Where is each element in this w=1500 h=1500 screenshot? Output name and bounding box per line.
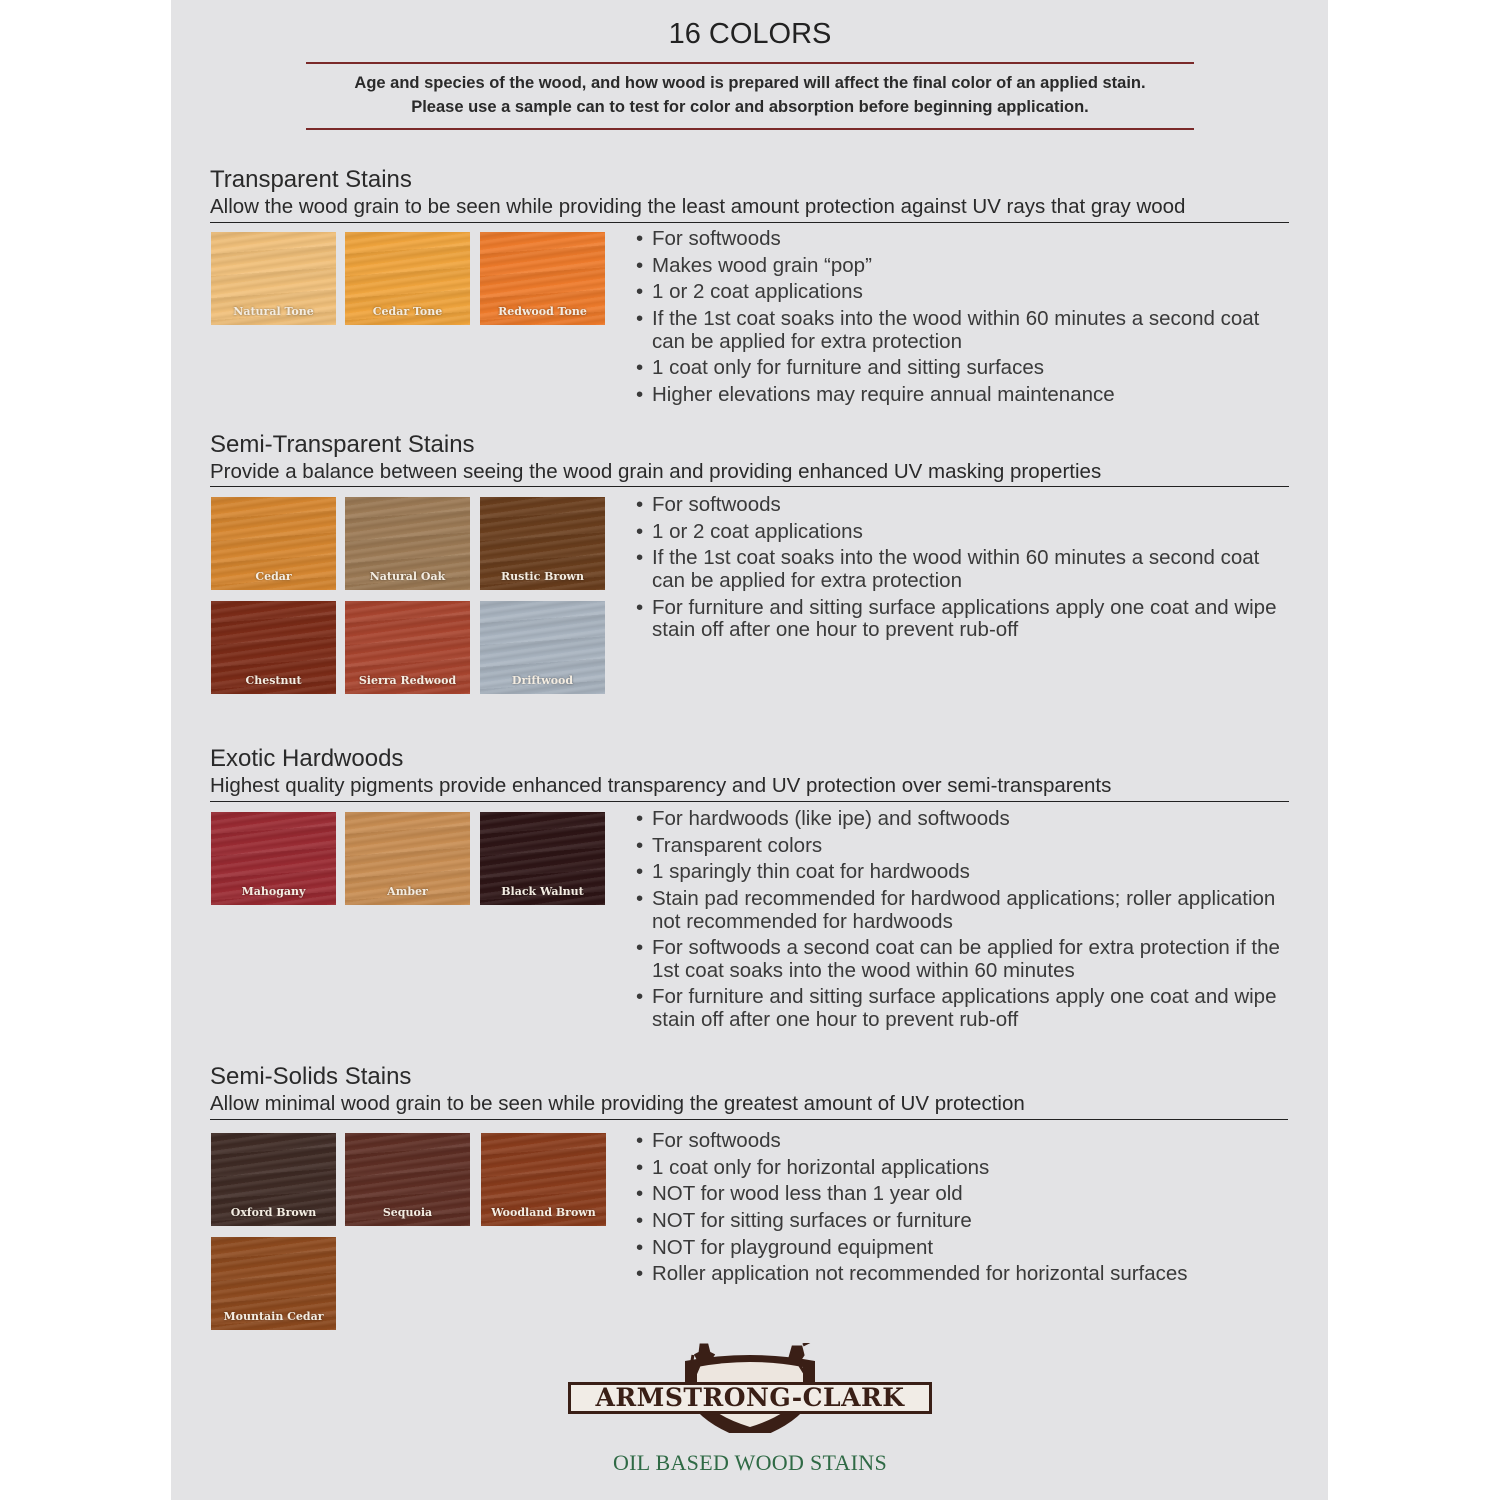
feature-list-semi-transparent	[636, 494, 1296, 646]
section-description-semi-transparent: Provide a balance between seeing the wood grain and providing enhanced UV masking properties	[210, 460, 1102, 483]
list-item: • For softwoods a second coat can be applied for extra protection if the 1st coat soaks into the wood within 60 minutes	[636, 937, 1296, 982]
list-item: • NOT for wood less than 1 year old	[636, 1183, 1296, 1206]
swatch-label: Amber	[387, 885, 428, 898]
swatch-amber	[345, 812, 470, 905]
feature-list-semi-solids	[636, 1130, 1296, 1290]
swatch-label: Chestnut	[245, 674, 302, 687]
list-item: • For furniture and sitting surface applications apply one coat and wipe stain off after one hour to prevent rub-off	[636, 986, 1296, 1031]
swatch-woodland-brown	[481, 1133, 606, 1226]
list-item: • Roller application not recommended for horizontal surfaces	[636, 1263, 1296, 1286]
list-item: • 1 sparingly thin coat for hardwoods	[636, 861, 1296, 884]
swatch-rustic-brown	[480, 497, 605, 590]
list-item: • Makes wood grain “pop”	[636, 255, 1296, 278]
swatch-cedar	[211, 497, 336, 590]
list-item: • NOT for sitting surfaces or furniture	[636, 1210, 1296, 1233]
swatch-label: Black Walnut	[501, 885, 584, 898]
brand-wordmark: ARMSTRONG-CLARK	[568, 1382, 932, 1414]
section-divider	[210, 486, 1289, 487]
swatch-oxford-brown	[211, 1133, 336, 1226]
section-title-exotic-hardwoods: Exotic Hardwoods	[210, 745, 404, 772]
swatch-natural-oak	[345, 497, 470, 590]
notice-divider	[306, 128, 1194, 130]
notice-line-2: Please use a sample can to test for color and absorption before beginning application.	[411, 98, 1089, 116]
top-divider	[306, 62, 1194, 64]
list-item: • Transparent colors	[636, 835, 1296, 858]
swatch-mountain-cedar	[211, 1237, 336, 1330]
section-title-semi-solids: Semi-Solids Stains	[210, 1063, 412, 1090]
swatch-label: Natural Tone	[233, 305, 314, 318]
list-item: • Stain pad recommended for hardwood applications; roller application not recommended for hardwoods	[636, 888, 1296, 933]
swatch-label: Natural Oak	[369, 570, 446, 583]
swatch-label: Driftwood	[511, 674, 574, 687]
list-item: • For hardwoods (like ipe) and softwoods	[636, 808, 1296, 831]
list-item: • If the 1st coat soaks into the wood within 60 minutes a second coat can be applied for extra protection	[636, 308, 1296, 353]
swatch-label: Mahogany	[241, 885, 306, 898]
notice-line-1: Age and species of the wood, and how wood is prepared will affect the final color of an applied stain.	[354, 74, 1146, 92]
list-item: • Higher elevations may require annual maintenance	[636, 384, 1296, 407]
section-title-transparent: Transparent Stains	[210, 166, 412, 193]
section-description-semi-solids: Allow minimal wood grain to be seen while providing the greatest amount of UV protection	[210, 1092, 1025, 1115]
list-item: • 1 or 2 coat applications	[636, 281, 1296, 304]
list-item: • If the 1st coat soaks into the wood within 60 minutes a second coat can be applied for extra protection	[636, 547, 1296, 592]
swatch-cedar-tone	[345, 232, 470, 325]
swatch-mahogany	[211, 812, 336, 905]
swatch-label: Sequoia	[382, 1206, 433, 1219]
list-item: • For softwoods	[636, 228, 1296, 251]
feature-list-transparent	[636, 228, 1296, 411]
feature-list-exotic-hardwoods	[636, 808, 1296, 1036]
swatch-driftwood	[480, 601, 605, 694]
list-item: • 1 or 2 coat applications	[636, 521, 1296, 544]
section-divider	[210, 801, 1289, 802]
swatch-label: Sierra Redwood	[358, 674, 457, 687]
swatch-natural-tone	[211, 232, 336, 325]
list-item: • 1 coat only for furniture and sitting surfaces	[636, 357, 1296, 380]
swatch-chestnut	[211, 601, 336, 694]
list-item: • For softwoods	[636, 494, 1296, 517]
swatch-label: Mountain Cedar	[223, 1310, 324, 1323]
section-divider	[210, 1119, 1288, 1120]
section-description-exotic-hardwoods: Highest quality pigments provide enhanced transparency and UV protection over semi-transparents	[210, 774, 1112, 797]
swatch-label: Cedar Tone	[372, 305, 443, 318]
page-title: 16 COLORS	[668, 18, 832, 50]
swatch-sierra-redwood	[345, 601, 470, 694]
swatch-label: Woodland Brown	[491, 1206, 596, 1219]
swatch-label: Rustic Brown	[500, 570, 584, 583]
section-divider	[210, 222, 1289, 223]
list-item: • NOT for playground equipment	[636, 1237, 1296, 1260]
list-item: • 1 coat only for horizontal applications	[636, 1157, 1296, 1180]
section-title-semi-transparent: Semi-Transparent Stains	[210, 431, 475, 458]
list-item: • For softwoods	[636, 1130, 1296, 1153]
swatch-redwood-tone	[480, 232, 605, 325]
section-description-transparent: Allow the wood grain to be seen while providing the least amount protection against UV rays that gray wood	[210, 195, 1186, 218]
list-item: • For furniture and sitting surface applications apply one coat and wipe stain off after one hour to prevent rub-off	[636, 597, 1296, 642]
swatch-sequoia	[345, 1133, 470, 1226]
swatch-label: Oxford Brown	[230, 1206, 317, 1219]
swatch-label: Redwood Tone	[498, 305, 587, 318]
brand-tagline: OIL BASED WOOD STAINS	[612, 1450, 888, 1475]
swatch-label: Cedar	[255, 570, 292, 583]
swatch-black-walnut	[480, 812, 605, 905]
